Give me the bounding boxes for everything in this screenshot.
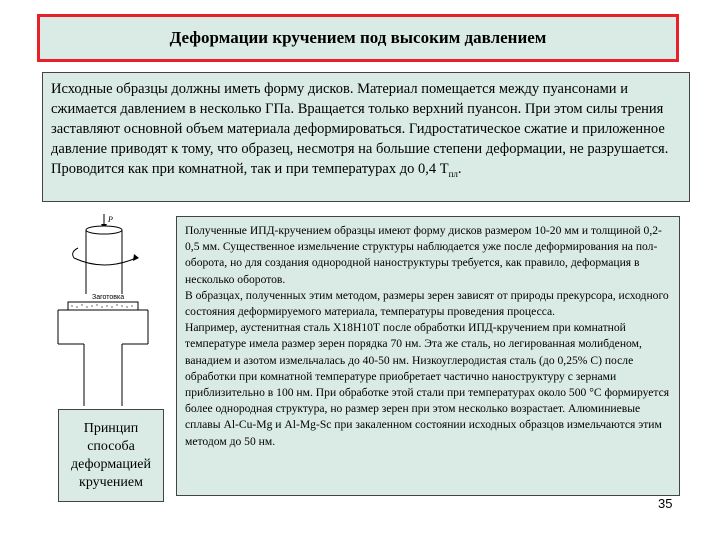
intro-suffix: . [457,161,462,177]
figure-caption-box [58,409,164,502]
main-paragraph-1: Полученные ИПД-кручением образцы имеют форму дисков размером 10-20 мм и толщиной 0,2-0,5 мм. Существенное измельчение структуры наблюдается уже после деформирования на пол-оборота, но для создания однородной наноструктуры требуется, как правило, деформация в несколько оборотов. [185,224,662,286]
intro-text: Исходные образцы должны иметь форму дисков. Материал помещается между пуансонами и сжимается давлением в несколько ГПа. Вращается только верхний пуансон. При этом силы трения заставляют основной объем материала деформироваться. Гидростатическое сжатие и приложенное давление приводят к тому, что образец, несмотря на большие степени деформации, не разрушается. Проводится как при комнатной, так и при температурах до 0,4 T [51,81,669,177]
plunger-top-ellipse [86,226,122,234]
main-paragraph-2: В образцах, полученных этим методом, размеры зерен зависят от природы прекурсора, исходного состояния деформируемого материала, температуры проведения процесса. [185,288,669,319]
page-number: 35 [658,496,673,511]
rotation-arrow [74,258,136,265]
main-paragraph-3: Например, аустенитная сталь Х18Н10Т после обработки ИПД-кручением при комнатной температуре имела размер зерен порядка 70 нм. Эта же сталь, но легированная молибденом, ванадием и азотом измельчалась до 40-50 нм. Низкоуглеродистая сталь (до 0,25% С) после обработки при комнатной температуре приобретает частично наноструктуру с зернами приблизительно в 100 нм. При обработке этой стали при температурах около 500 °С формируется более однородная структура, но размер зерен при этом несколько возрастает. Алюминиевые сплавы Al-Cu-Mg и Al-Mg-Sc при закаленном состоянии исходных образцов измельчаются этим методом до 50 нм. [185,321,670,448]
slide-title: Деформации кручением под высоким давлением [169,28,547,47]
intro-subscript: пл [448,168,458,179]
sample-label: Заготовка [92,294,125,301]
torsion-diagram [44,214,178,414]
load-label: P [108,215,113,224]
figure-caption: Принцип способа деформацией кручением [70,420,152,490]
title-box [37,14,679,62]
intro-box [42,72,690,202]
sample-disk [68,302,138,310]
main-text-box [176,216,680,496]
